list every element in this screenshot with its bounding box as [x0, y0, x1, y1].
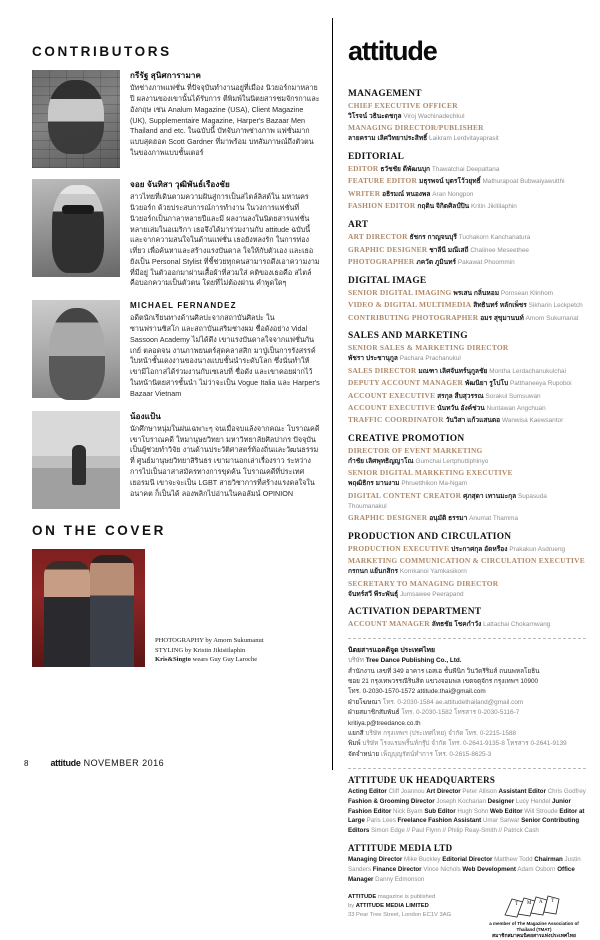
masthead-name-latin: Sorakul Sumsuwan: [485, 392, 541, 400]
masthead-name-thai: อธิรมณ์ หนองพล: [382, 190, 431, 198]
on-the-cover-heading: ON THE COVER: [32, 522, 166, 538]
masthead-entry: [348, 618, 586, 630]
contributor-name: MICHAEL FERNANDEZ: [130, 301, 237, 311]
on-the-cover-section: [32, 523, 320, 667]
publisher-address-line-2: ซอย 21 กรุงเทพวรรณีรินสิต แขวงจอมพล เขตจตุจักร กรุงเทพฯ 10900: [348, 678, 539, 686]
masthead-name-latin: Tuchakorn Kanchanatura: [458, 234, 531, 242]
masthead-entry: [348, 163, 586, 175]
masthead-name-latin: Viroj Wachinadechkul: [403, 112, 465, 120]
masthead-entry: [348, 377, 586, 389]
tmat-badge: [482, 893, 586, 939]
publisher-email-secondary: kritiya.p@treedance.co.th: [348, 719, 421, 727]
masthead-entry: [348, 231, 586, 243]
masthead-group: [348, 89, 586, 144]
contributor-bio: บัทช่างภาพแฟชั่น ที่ปัจจุบันทำงานอยู่ที่เมือง นิวยอร์กมาหลายปี ผลงานของเขานั้นได้รับการ ตีพิมพ์ในนิตยสารชมจักรกาและอังกฤษ เช่น Analum Magazine (USA), Client Magazine (UK), Supplementaire Magazine, Harper's Bazaar Men Thailand and etc. ในฉบับนี้ บัทจับภาพช่างภาพ แฟชั่นมากแบบสุดฮอต Scott Gardner ที่มาพร้อม บทสัมภาษณ์ถึงตัวตนในของภาพแบบชั้นเตอร์: [130, 83, 320, 157]
contributor-name: น้องแป้น: [130, 411, 161, 421]
contributor-body: [130, 411, 320, 509]
masthead-role: SENIOR DIGITAL MARKETING EXECUTIVE: [348, 468, 513, 478]
masthead-group-title: MANAGEMENT: [348, 89, 422, 99]
masthead-role: SENIOR SALES & MARKETING DIRECTOR: [348, 343, 509, 353]
staff-role: Editorial Director: [442, 856, 493, 864]
masthead-name-latin: Kritin Jikitilaphin: [471, 203, 517, 211]
masthead-entry: [348, 256, 586, 268]
masthead-name-thai: ภควัต ภูมินทร์: [416, 258, 457, 266]
contributor-body: [130, 300, 320, 399]
masthead-role: DIRECTOR OF EVENT MARKETING: [348, 446, 483, 456]
masthead-group: [348, 434, 586, 524]
attitude-logo: attitude: [348, 36, 437, 66]
contributor-entry: [32, 300, 320, 399]
subscription-label: ฝ่ายสมาชิกสัมพันธ์: [348, 709, 400, 717]
column-divider: [332, 18, 333, 770]
masthead-role: ACCOUNT EXECUTIVE: [348, 390, 436, 400]
masthead-name-thai: ลัทธชัย โชคกำวัง: [431, 621, 482, 629]
masthead-group-title: ACTIVATION DEPARTMENT: [348, 607, 482, 618]
masthead-name-thai: ศุภสุดา เทานมะกุล: [463, 492, 517, 500]
masthead-role: GRAPHIC DESIGNER: [348, 513, 428, 523]
footer-issue-line: [50, 758, 164, 768]
masthead-entry: [348, 543, 586, 555]
masthead-group: [348, 532, 586, 599]
media-ltd-title: ATTITUDE MEDIA LTD: [348, 843, 453, 854]
divider-above-uk: [348, 768, 586, 769]
footer-brand: attitude: [50, 758, 81, 768]
contributor-body: [130, 179, 320, 289]
masthead-role: SENIOR DIGITAL IMAGING: [348, 287, 452, 297]
cover-credits: [155, 636, 264, 667]
cover-model-right: [90, 555, 134, 667]
cover-wardrobe-credit: [155, 655, 264, 665]
masthead-role: FEATURE EDITOR: [348, 176, 418, 186]
masthead-entry: [348, 445, 586, 467]
masthead-name-latin: Montha Lerdachanukulchai: [489, 367, 566, 375]
staff-role: Web Development: [462, 865, 516, 873]
masthead-name-latin: Wanwisa Kaewsantor: [501, 417, 564, 425]
masthead-name-latin: Phruetthikon Ma-Ngam: [401, 480, 468, 488]
staff-role: Finance Director: [372, 865, 422, 873]
publisher-advertising-line: [348, 698, 586, 708]
contributor-entry: [32, 411, 320, 509]
contributor-name: จอย จันทิสา วุฒิพันธ์เรืองชัย: [130, 180, 230, 189]
tmat-thai-line: สมาชิกสมาคมนิตยสารแห่งประเทศไทย: [492, 933, 576, 940]
masthead-entry: [348, 299, 586, 311]
colophon-row: [348, 893, 586, 939]
uk-headquarters-block: [348, 775, 586, 836]
publisher-printing-line: [348, 739, 586, 749]
contributor-photo: [32, 179, 120, 277]
staff-role: Managing Director: [348, 856, 403, 864]
contributors-heading: CONTRIBUTORS: [32, 44, 172, 59]
masthead-role: TRAFFIC COORDINATOR: [348, 415, 444, 425]
masthead-name-latin: Nuntawan Angchuan: [486, 404, 546, 412]
publisher-company-label: บริษัท: [348, 657, 364, 665]
contributors-list: [32, 70, 320, 509]
masthead-name-latin: Gumchai Lertphuttiphinyo: [415, 458, 489, 466]
staff-name: Chris Godfrey: [545, 788, 586, 796]
masthead-entry: [348, 312, 586, 324]
publisher-company-name: Tree Dance Publishing Co., Ltd.: [365, 657, 462, 665]
advertising-label: ฝ่ายโฆษณา: [348, 698, 381, 706]
uk-headquarters-title: ATTITUDE UK HEADQUARTERS: [348, 775, 496, 786]
colophon-line-3: 33 Pear Tree Street, London EC1V 3AG: [348, 912, 452, 919]
masthead-entry: [348, 578, 586, 600]
colophon-brand: ATTITUDE: [348, 894, 377, 901]
masthead-role: PRODUCTION EXECUTIVE: [348, 543, 450, 553]
masthead-name-thai: กฤติน จิกิตศิลป์ปิน: [417, 203, 470, 211]
masthead-group: [348, 220, 586, 268]
distribution-label: จัดจำหน่าย: [348, 750, 380, 758]
masthead-entry: [348, 555, 586, 577]
svg-text:M: M: [527, 901, 532, 907]
masthead-group: [348, 607, 586, 630]
staff-role: Designer: [487, 797, 515, 805]
masthead-name-thai: พฤฒิธิกร มานงาม: [348, 480, 400, 488]
publisher-heading: นิตยสารแอคติจูด ประเทศไทย: [348, 647, 435, 655]
masthead-role: EDITOR: [348, 164, 379, 174]
staff-name: Hugh Sohn: [455, 807, 491, 815]
staff-role: Acting Editor: [348, 788, 387, 796]
masthead-role: MANAGING DIRECTOR/PUBLISHER: [348, 123, 484, 133]
cover-wardrobe-brand: wears Guy Guy Laroche: [192, 656, 258, 664]
staff-name: Justin Sanders: [348, 856, 581, 873]
masthead-entry: [348, 414, 586, 426]
masthead-name-latin: Pakawat Phoommin: [457, 258, 515, 266]
masthead-name-thai: ธวัชชัย ดีพัฒนบุก: [380, 166, 431, 174]
printing-label: พิมพ์: [348, 740, 361, 748]
masthead-role: PHOTOGRAPHER: [348, 256, 415, 266]
cover-styling-credit: STYLING by Kristin Jikistilaphin: [155, 646, 246, 654]
staff-name: Lucy Hendel: [514, 797, 552, 805]
masthead-groups: [348, 89, 586, 630]
tmat-pages-icon: [501, 893, 567, 919]
masthead-name-latin: Jumsawee Peerapand: [399, 590, 464, 598]
contributor-name: กรีรัฐ สุนิศการามาค: [130, 71, 202, 80]
masthead-role: FASHION EDITOR: [348, 201, 416, 211]
masthead-name-thai: วิโรจน์ วธินะดชกุล: [348, 112, 402, 120]
publisher-block: [348, 645, 586, 760]
masthead-name-thai: อนุมัติ ธรรมา: [429, 515, 468, 523]
masthead-group-title: PRODUCTION AND CIRCULATION: [348, 531, 512, 542]
masthead-name-thai: จันทร์สวี พีระพันธุ์: [348, 590, 399, 598]
printing-contact: บริษัท โรงแรมพริ้นท์กรุ๊ป จำกัด โทร. 0-2641-9135-8 โทรสาร 0-2641-9139: [362, 740, 567, 748]
cover-photography-credit: PHOTOGRAPHY by Amorn Sukumanut: [155, 637, 264, 645]
masthead-group-title: DIGITAL IMAGE: [348, 275, 427, 286]
contributor-photo: [32, 70, 120, 168]
masthead-group-title: EDITORIAL: [348, 152, 405, 163]
masthead-role: WRITER: [348, 188, 381, 198]
colophon-line-1: [348, 893, 468, 902]
masthead-name-latin: Sikharin Leckpetch: [528, 302, 583, 310]
masthead-name-thai: กรกนก แย้นกสิกร: [348, 568, 399, 576]
svg-text:T: T: [551, 899, 555, 905]
masthead-entry: [348, 100, 586, 122]
staff-name: Nick Byam: [391, 807, 425, 815]
masthead-entry: [348, 175, 586, 187]
masthead-role: ACCOUNT EXECUTIVE: [348, 402, 436, 412]
masthead-name-latin: Aran Nongpon: [432, 190, 474, 198]
publisher-company-line: [348, 656, 586, 666]
masthead-name-latin: Prakakun Asdrueng: [509, 545, 566, 553]
masthead-role: SECRETARY TO MANAGING DIRECTOR: [348, 578, 499, 588]
publisher-main-contact: โทร. 0-2030-1570-1572 attitude.thai@gmail.com: [348, 688, 486, 696]
staff-name: Danny Edmonson: [373, 875, 425, 883]
masthead-role: VIDEO & DIGITAL MULTIMEDIA: [348, 300, 472, 310]
svg-text:A: A: [539, 900, 543, 906]
contributor-photo: [32, 411, 120, 509]
separation-label: แยกสี: [348, 729, 364, 737]
masthead-name-thai: ลายคราม เลิศวิทยาประสิทธิ์: [348, 135, 428, 143]
cover-photo: [32, 549, 145, 667]
masthead-role: CONTRIBUTING PHOTOGRAPHER: [348, 312, 479, 322]
masthead-name-thai: มณฑา เลิศจันทร์นุกูลชัย: [418, 367, 488, 375]
masthead-name-latin: Chalinee Meseethee: [470, 246, 529, 254]
left-column: [32, 44, 320, 667]
masthead-group: [348, 331, 586, 426]
contributor-bio: นักศึกษาหนุ่มในฝนเฉพาะๆ จนเมื่อจบแล้งจากคณะ โบราณคดี เขาโบราณคดี ใหมานุษยวิทยา มหาวิทยาลัยศิลปากร ปัจจุบันเป็นผู้ช่วยทำวิจัย งานด้านประวัติศาสตร์ท้องถิ่นและวัฒนธรรมที่ ศูนย์มานุษยวิทยาสิรินธร เขามานอกเล่าเรื่องราว ระหว่างการไปเป็นอาสาสมัครทางการขุดค้น โบราณคดีที่ประเทศเยอรมนี เขาจะจะเป็น LGBT สายวิชาการที่สร้างแรงดลใจในอนาคต ก็เป็นได้ ลองพลิกไปอ่านในคอลัมน์ OPINION: [130, 423, 320, 498]
masthead-entry: [348, 390, 586, 402]
masthead-role: DIGITAL CONTENT CREATOR: [348, 490, 462, 500]
masthead-role: DEPUTY ACCOUNT MANAGER: [348, 378, 464, 388]
masthead-name-thai: สิทธินทร์ หลักเพ็ชร: [473, 302, 527, 310]
masthead-entry: [348, 490, 586, 512]
distribution-contact: เพ็ญบุญรัตน์ทำการ โทร. 0-2615-8625-3: [380, 750, 492, 758]
publisher-distribution-line: [348, 750, 586, 760]
masthead-group-title: ART: [348, 220, 369, 231]
advertising-contact: โทร. 0-2030-1584 ae.attitudethailand@gmail.com: [382, 698, 524, 706]
masthead-name-latin: Pachara Prachanukul: [399, 355, 461, 363]
separation-contact: บริษัท กรุงเทพฯ (ประเทศไทย) จำกัด โทร. 0-2215-1588: [365, 729, 517, 737]
masthead-name-thai: พัชรา ประชานุกูล: [348, 355, 398, 363]
masthead-entry: [348, 287, 586, 299]
contributor-entry: [32, 179, 320, 289]
colophon-published-text: magazine is published: [376, 894, 436, 901]
masthead-name-thai: ธัชกร กาญจนบุรี: [409, 234, 457, 242]
colophon-by-text: by: [348, 903, 356, 910]
media-staff-list: [348, 855, 586, 884]
masthead-name-latin: Anumat Thamma: [469, 515, 519, 523]
masthead-entry: [348, 467, 586, 489]
staff-name: Joseph Kocharian: [434, 797, 488, 805]
contributor-photo: [32, 300, 120, 398]
staff-role: Art Director: [426, 788, 461, 796]
staff-name: Vince Nichols: [421, 865, 463, 873]
publisher-separation-line: [348, 729, 586, 739]
staff-name: Adam Osborn: [515, 865, 558, 873]
footer-issue-date: NOVEMBER 2016: [83, 758, 165, 768]
masthead-entry: [348, 512, 586, 524]
svg-text:T: T: [515, 902, 519, 908]
colophon-text: [348, 893, 468, 920]
masthead-name-thai: พัฒนิยา รูโปโบ: [464, 380, 509, 388]
cover-model-left: [44, 561, 90, 667]
masthead-entry: [348, 365, 586, 377]
masthead-name-thai: สรกุล สืบสุวรรณ: [437, 392, 484, 400]
contributor-bio: สาวไทยที่เดินตามความฝันสู่การเป็นสไตล์ลิสต์ใน มหานครนิวยอร์ก ด้วยประสบการณ์การทำงาน ในวงการแฟชั่นที่นิวยอร์กเป็นกาลาหลายปีและมี ผลงานลงในนิตยสารแฟชั่นหลายเล่มในอเมริกา เธอจึงได้มาร่วมงานกับ attitude ฉบับนี้ และจากความสนใจในด้านแฟชั่น เธอยังหลงรัก ในการท่องเที่ยว เพื่อค้นหาและสร้างแรงบันดาล ใจให้กับตัวเอง และเธอยังเป็น Personal Stylist ที่ชี้ช่วยทุกคนสามารถดึงเอาความงามที่มีอยู่ ในตัวออกมาผ่านเสื้อผ้าที่สวมใส่ คติของเธอคือ สไตล์คือบอกความเป็นตัวตน โดยที่ไม่ต้องผ่าน คำพูดใดๆ: [130, 192, 320, 288]
masthead-name-latin: Amorn Sukumanat: [525, 314, 579, 322]
contributor-entry: [32, 70, 320, 168]
staff-name: Mike Buckley: [402, 856, 443, 864]
masthead-name-latin: Laikram Lerdvitayaprasit: [429, 135, 499, 143]
masthead-group: [348, 276, 586, 324]
masthead-group: [348, 152, 586, 212]
masthead-group-title: CREATIVE PROMOTION: [348, 434, 465, 445]
masthead-role: ART DIRECTOR: [348, 232, 408, 242]
masthead-name-thai: ประกาศกุล อัดหรือง: [451, 545, 508, 553]
staff-name: Umar Sarwar: [481, 817, 522, 825]
masthead-group-title: SALES AND MARKETING: [348, 331, 468, 342]
masthead-name-thai: ชาลีนี มณีเสถี: [429, 246, 469, 254]
media-ltd-block: [348, 843, 586, 884]
staff-role: Senior Contributing Editors: [348, 817, 580, 835]
masthead-role: MARKETING COMMUNICATION & CIRCULATION EXECUTIVE: [348, 556, 585, 566]
masthead-name-thai: อมร สุขุมานนท์: [480, 314, 524, 322]
staff-name: Will Stroude: [522, 807, 560, 815]
staff-name: Peter Allison: [460, 788, 499, 796]
staff-role: Fashion & Grooming Director: [348, 797, 435, 805]
staff-role: Editor at Large: [348, 807, 585, 825]
staff-role: Freelance Fashion Assistant: [397, 817, 482, 825]
staff-role: Office Manager: [348, 865, 575, 883]
staff-name: Paris Lees: [364, 817, 398, 825]
masthead-entry: [348, 122, 586, 144]
masthead-role: SALES DIRECTOR: [348, 365, 417, 375]
masthead-role: ACCOUNT MANAGER: [348, 619, 430, 629]
masthead-name-thai: มธุรพจน์ บุตรโว้วยุทธิ์: [418, 178, 481, 186]
masthead-name-latin: Thawatchai Deepattana: [431, 166, 500, 174]
right-column: [348, 38, 586, 940]
masthead-entry: [348, 188, 586, 200]
masthead-name-latin: Lattachai Chokarnwang: [483, 621, 551, 629]
masthead-name-thai: กำชัย เลิศพุทธิญญาโณ: [348, 458, 414, 466]
staff-role: Sub Editor: [424, 807, 456, 815]
masthead-name-latin: Pornsean Klinhom: [500, 289, 554, 297]
colophon-line-2: [348, 902, 468, 911]
tmat-english-line: a member of The Magazine Association of Thailand (TMAT): [489, 921, 579, 933]
subscription-contact: โทร. 0-2030-1582 โทรสาร 0-2030-5116-7: [401, 709, 520, 717]
masthead-entry: [348, 402, 586, 414]
uk-staff-list: [348, 787, 586, 836]
masthead-name-latin: Mathurapoat Bubwaiyawutthi: [482, 178, 565, 186]
page-footer: [24, 758, 164, 768]
masthead-name-thai: นันทวัน อังค์ช่วน: [437, 404, 485, 412]
masthead-role: GRAPHIC DESIGNER: [348, 244, 428, 254]
publisher-address-line-1: สำนักงาน เลขที่ 349 อาคาร เอสเอ ชั้นพีนิก วินวัดรีริมส์ ถนนพหลโยธิน: [348, 667, 540, 675]
colophon-publisher-name: ATTITUDE MEDIA LIMITED: [355, 903, 429, 910]
divider-above-publisher: [348, 638, 586, 639]
contributor-body: [130, 70, 320, 168]
staff-name: Simon Edge // Paul Flynn // Philip Reay-Smith // Patrick Cash: [369, 827, 539, 835]
contributor-bio: อดีตนักเรียนทางด้านศิลปะจากสถาบันศิลปะ ในซานฟรานซิสโก และสถาบันเสริมช่างผม ชื่อดังอย่าง Vidal Sassoon Academy ไม่ได้ดึง เขาแรงบันดาลใจจากแฟชั่นกันเกย์ ตลอดจน งานภาพยนตร์สุดคลาสสิก มาปู่เป็นการรังสรรค์ ใบหน้าชั้นเดงงานของนางแบบชั้นนำระดับโลก ซึ่งนั่นทำให้เขามีโอกาสได้ร่วมงานกับเซเลบที่ ชื่อดัง และเขาคอยฝากไว้ในหน้านิตยสารชั้นนำ ไม่ว่าจะเป็น Vogue Italia และ Harper's Bazaar Vietnam: [130, 313, 320, 398]
masthead-entry: [348, 244, 586, 256]
staff-role: Junior Fashion Editor: [348, 797, 571, 815]
publisher-subscription-line: [348, 708, 586, 718]
staff-role: Chairman: [534, 856, 563, 864]
masthead-role: CHIEF EXECUTIVE OFFICER: [348, 101, 458, 110]
staff-name: Matthew Todd: [492, 856, 535, 864]
staff-role: Web Editor: [490, 807, 523, 815]
masthead-name-latin: Kornkanoi Yamkasikorn: [399, 568, 467, 576]
cover-talent-names: Kris&Singto: [155, 656, 191, 664]
masthead-name-latin: Patthaneeya Rupoboi: [510, 380, 572, 388]
masthead-name-latin: Supasuda Thoumanakul: [348, 492, 547, 510]
masthead-name-thai: วันวิสา แก้วแสนตอ: [445, 417, 501, 425]
masthead-entry: [348, 200, 586, 212]
masthead-entry: [348, 342, 586, 364]
page-number: 8: [24, 759, 29, 768]
staff-name: Cliff Joannou: [386, 788, 427, 796]
masthead-name-thai: พรเสน กลิ่นหอม: [453, 289, 500, 297]
staff-role: Assistant Editor: [498, 788, 546, 796]
